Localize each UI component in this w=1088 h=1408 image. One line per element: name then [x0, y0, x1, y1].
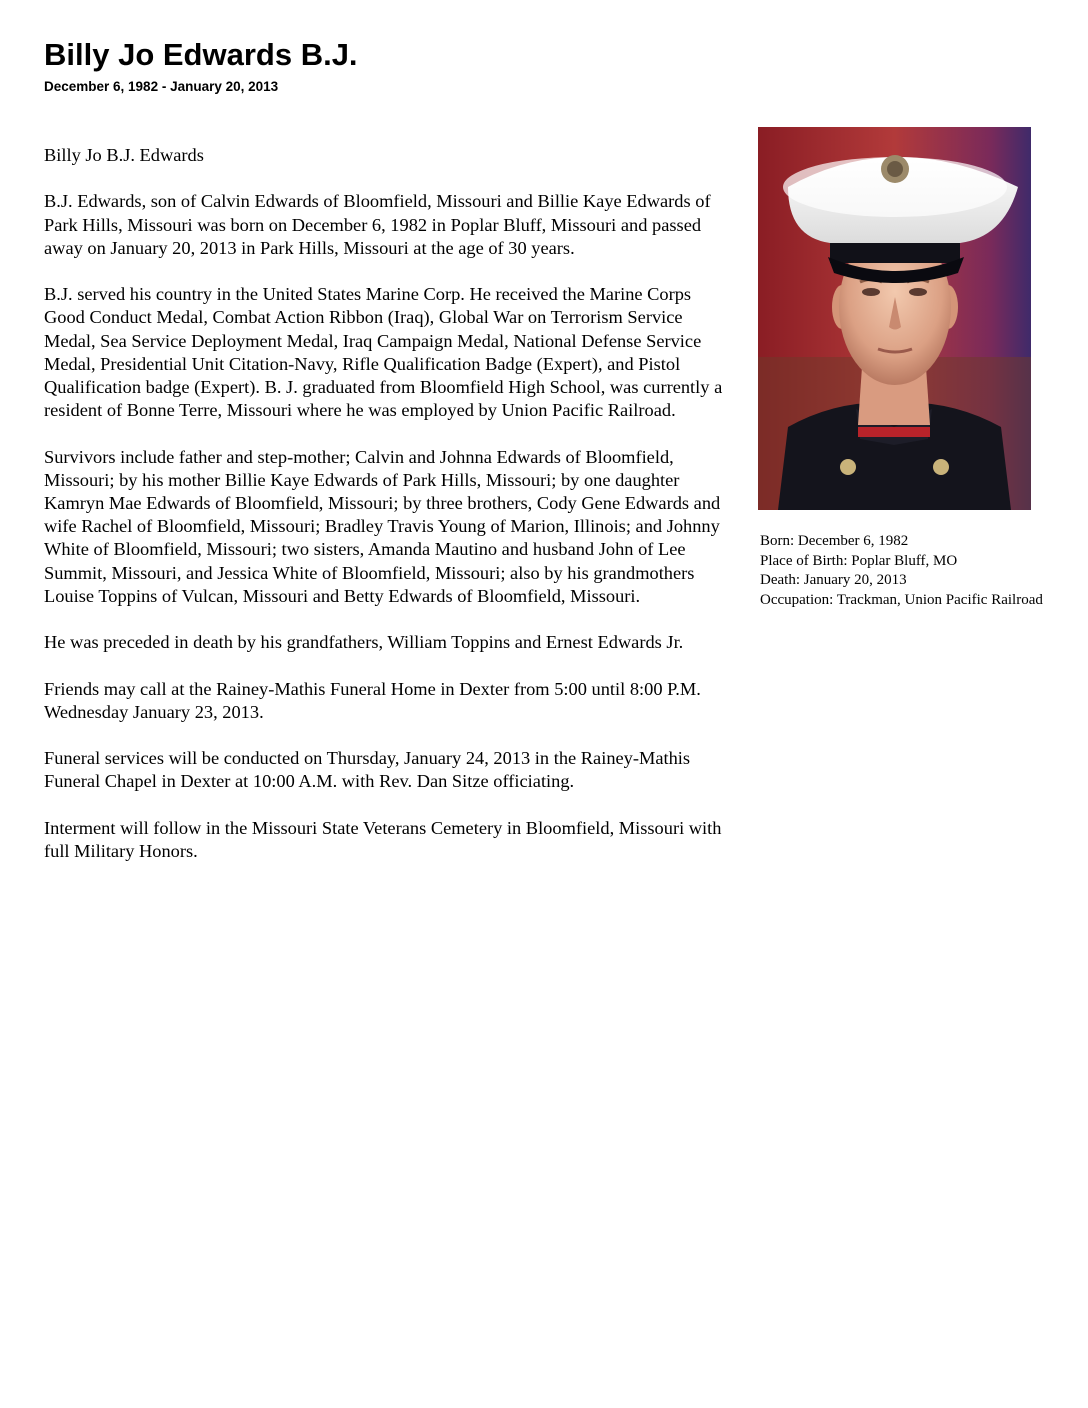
- obituary-paragraph-preceded: He was preceded in death by his grandfathers, William Toppins and Ernest Edwards Jr.: [44, 632, 684, 653]
- obituary-paragraph-birth: B.J. Edwards, son of Calvin Edwards of Bloomfield, Missouri and Billie Kaye Edwards of Park Hills, Missouri was born on December 6, 1982 in Poplar Bluff, Missouri and passed away on January 20, 2013 in Park Hills, Missouri at the age of 30 years.: [44, 191, 711, 258]
- obituary-paragraph-interment: Interment will follow in the Missouri State Veterans Cemetery in Bloomfield, Missouri with full Military Honors.: [44, 817, 722, 861]
- obituary-paragraph-name: Billy Jo B.J. Edwards: [44, 145, 204, 165]
- obituary-text: [44, 144, 734, 886]
- obituary-paragraph-visitation: Friends may call at the Rainey-Mathis Funeral Home in Dexter from 5:00 until 8:00 P.M. Wednesday January 23, 2013.: [44, 678, 701, 722]
- obituary-paragraph-service: B.J. served his country in the United States Marine Corp. He received the Marine Corps Good Conduct Medal, Combat Action Ribbon (Iraq), Global War on Terrorism Service Medal, Sea Service Deployment Medal, Iraq Campaign Medal, National Defense Service Medal, Presidential Unit Citation-Navy, Rifle Qualification Badge (Expert), and Pistol Qualification badge (Expert). B. J. graduated from Bloomfield High School, was currently a resident of Bonne Terre, Missouri where he was employed by Union Pacific Railroad.: [44, 284, 723, 421]
- fact-place-of-birth: Place of Birth: Poplar Bluff, MO: [760, 552, 958, 569]
- life-dates: December 6, 1982 - January 20, 2013: [44, 79, 279, 94]
- fact-death: Death: January 20, 2013: [760, 572, 907, 588]
- portrait-photo: [758, 127, 1031, 510]
- vital-facts: [760, 532, 1050, 610]
- page-title: Billy Jo Edwards B.J.: [44, 37, 358, 72]
- obituary-paragraph-survivors: Survivors include father and step-mother; Calvin and Johnna Edwards of Bloomfield, Missouri; by his mother Billie Kaye Edwards of Park Hills, Missouri; by one daughter Kamryn Mae Edwards of Bloomfield, Missouri; by three brothers, Cody Gene Edwards and wife Rachel of Bloomfield, Missouri; Bradley Travis Young of Marion, Illinois; and Johnny White of Bloomfield, Missouri; two sisters, Amanda Mautino and husband John of Lee Summit, Missouri, and Jessica White of Bloomfield, Missouri; also by his grandmothers Louise Toppins of Vulcan, Missouri and Betty Edwards of Bloomfield, Missouri.: [44, 446, 721, 606]
- fact-born: Born: December 6, 1982: [760, 533, 909, 549]
- obituary-paragraph-funeral: Funeral services will be conducted on Thursday, January 24, 2013 in the Rainey-Mathis Funeral Chapel in Dexter at 10:00 A.M. with Rev. Dan Sitze officiating.: [44, 748, 691, 792]
- fact-occupation: Occupation: Trackman, Union Pacific Railroad: [760, 591, 1043, 608]
